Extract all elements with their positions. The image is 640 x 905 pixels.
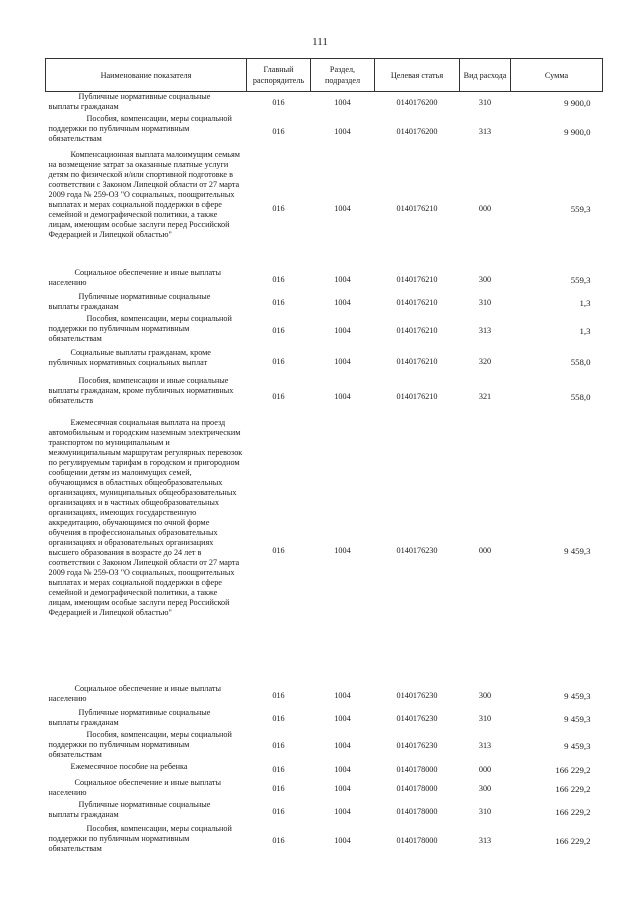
table-row [46, 376, 603, 418]
row-manager: 016 [272, 545, 285, 555]
row-section: 1004 [334, 356, 351, 366]
table-row [46, 114, 603, 150]
row-sum: 9 900,0 [564, 97, 591, 108]
header-manager: Главный распорядитель [247, 59, 311, 92]
row-article: 0140176210 [396, 274, 438, 284]
row-sum: 9 900,0 [564, 126, 591, 137]
row-section: 1004 [334, 740, 351, 750]
table-row [46, 418, 603, 684]
row-sum: 559,3 [570, 274, 591, 285]
row-article: 0140176230 [396, 740, 438, 750]
row-sum: 1,3 [579, 297, 591, 308]
row-type: 310 [478, 806, 492, 816]
budget-table [45, 58, 603, 858]
row-name: Социальные выплаты гражданам, кроме публичных нормативных социальных выплат [48, 347, 211, 367]
row-sum: 166 229,2 [555, 783, 591, 794]
row-type: 310 [478, 713, 492, 723]
table-row [46, 762, 603, 778]
row-article: 0140176210 [396, 203, 438, 213]
row-sum: 9 459,3 [564, 545, 591, 556]
header-row [46, 59, 603, 92]
row-name: Пособия, компенсации, меры социальной поддержки по публичным нормативным обязательствам [48, 729, 232, 759]
row-name: Ежемесячное пособие на ребенка [70, 761, 188, 771]
page-number: 111 [312, 36, 328, 48]
table-row [46, 314, 603, 348]
row-section: 1004 [334, 690, 351, 700]
row-type: 300 [478, 274, 492, 284]
table-row [46, 150, 603, 268]
row-section: 1004 [334, 391, 351, 401]
row-manager: 016 [272, 203, 285, 213]
row-section: 1004 [334, 764, 351, 774]
row-section: 1004 [334, 297, 351, 307]
row-sum: 9 459,3 [564, 690, 591, 701]
row-name: Социальное обеспечение и иные выплаты населению [48, 267, 221, 287]
row-manager: 016 [272, 783, 285, 793]
row-article: 0140176230 [396, 545, 438, 555]
header-sum: Сумма [511, 59, 603, 92]
row-type: 313 [478, 126, 492, 136]
row-article: 0140176230 [396, 713, 438, 723]
row-name: Публичные нормативные социальные выплаты гражданам [48, 92, 211, 111]
row-manager: 016 [272, 274, 285, 284]
row-name: Ежемесячная социальная выплата на проезд автомобильным и городским наземным электрическим транспортом по муниципальным и межмуниципальным маршрутам регулярных перевозок по регулируемым тарифам в городском и пригородном сообщении детям из малоимущих семей, обучающимся в областных общеобразовательных организациях, муниципальных общеобразовательных организациях и в частных общеобразовательных организациях, имеющих государственную аккредитацию, обучающимся по очной форме обучения в профессиональных образовательных организациях и образовательных организациях высшего образования в возрасте до 24 лет в соответствии с Законом Липецкой области от 27 марта 2009 года № 259-ОЗ "О социальных, поощрительных выплатах и мерах социальной поддержки в сфере семейной и демографической политики, а также лицам, имеющим особые заслуги перед Российской Федерацией и Липецкой областью" [48, 417, 243, 617]
table-row [46, 292, 603, 314]
row-manager: 016 [272, 806, 285, 816]
row-article: 0140178000 [396, 764, 438, 774]
table-row [46, 824, 603, 858]
row-article: 0140176210 [396, 356, 438, 366]
table-row [46, 684, 603, 708]
row-section: 1004 [334, 806, 351, 816]
row-type: 300 [478, 783, 492, 793]
row-type: 313 [478, 740, 492, 750]
row-article: 0140176210 [396, 297, 438, 307]
table-row [46, 800, 603, 824]
header-section: Раздел, подраздел [311, 59, 375, 92]
row-article: 0140176210 [396, 391, 438, 401]
row-article: 0140176200 [396, 97, 438, 107]
row-sum: 558,0 [570, 391, 591, 402]
header-article: Целевая статья [375, 59, 460, 92]
row-type: 000 [478, 203, 492, 213]
table-row [46, 92, 603, 114]
row-manager: 016 [272, 356, 285, 366]
row-manager: 016 [272, 713, 285, 723]
table-row [46, 348, 603, 376]
row-article: 0140178000 [396, 783, 438, 793]
row-type: 313 [478, 835, 492, 845]
row-sum: 1,3 [579, 325, 591, 336]
row-type: 300 [478, 690, 492, 700]
row-manager: 016 [272, 97, 285, 107]
row-type: 000 [478, 764, 492, 774]
row-article: 0140178000 [396, 835, 438, 845]
row-manager: 016 [272, 835, 285, 845]
row-type: 310 [478, 297, 492, 307]
row-name: Пособия, компенсации, меры социальной поддержки по публичным нормативным обязательствам [48, 823, 232, 853]
row-sum: 166 229,2 [555, 806, 591, 817]
row-type: 321 [478, 391, 492, 401]
row-sum: 559,3 [570, 203, 591, 214]
row-article: 0140176210 [396, 325, 438, 335]
row-name: Публичные нормативные социальные выплаты гражданам [48, 799, 211, 819]
table-row [46, 268, 603, 292]
row-section: 1004 [334, 783, 351, 793]
row-name: Компенсационная выплата малоимущим семьям на возмещение затрат за оказанные платные услуги детям по физической и/или спортивной подготовке в соответствии с Законом Липецкой области от 27 марта 2009 года № 259-ОЗ "О социальных, поощрительных выплатах и мерах социальной поддержки в сфере семейной и демографической политики, а также лицам, имеющим особые заслуги перед Российской Федерацией и Липецкой областью" [48, 149, 240, 239]
header-type: Вид расхода [460, 59, 511, 92]
row-article: 0140176200 [396, 126, 438, 136]
row-sum: 166 229,2 [555, 764, 591, 775]
row-article: 0140176230 [396, 690, 438, 700]
row-section: 1004 [334, 97, 351, 107]
row-name: Пособия, компенсации, меры социальной поддержки по публичным нормативным обязательствам [48, 313, 232, 343]
row-name: Социальное обеспечение и иные выплаты населению [48, 683, 221, 703]
row-manager: 016 [272, 126, 285, 136]
row-section: 1004 [334, 545, 351, 555]
header-name: Наименование показателя [46, 59, 247, 92]
row-type: 310 [478, 97, 492, 107]
row-section: 1004 [334, 126, 351, 136]
row-name: Публичные нормативные социальные выплаты гражданам [48, 707, 211, 727]
row-type: 320 [478, 356, 492, 366]
row-manager: 016 [272, 391, 285, 401]
row-manager: 016 [272, 325, 285, 335]
row-section: 1004 [334, 274, 351, 284]
row-manager: 016 [272, 764, 285, 774]
row-manager: 016 [272, 740, 285, 750]
row-name: Социальное обеспечение и иные выплаты населению [48, 777, 221, 797]
row-manager: 016 [272, 297, 285, 307]
row-type: 313 [478, 325, 492, 335]
row-section: 1004 [334, 835, 351, 845]
table-row [46, 708, 603, 730]
row-type: 000 [478, 545, 492, 555]
table-row [46, 730, 603, 762]
row-section: 1004 [334, 713, 351, 723]
row-section: 1004 [334, 325, 351, 335]
row-name: Пособия, компенсации и иные социальные выплаты гражданам, кроме публичных нормативных обязательств [48, 375, 234, 405]
row-name: Публичные нормативные социальные выплаты гражданам [48, 291, 211, 311]
row-sum: 166 229,2 [555, 835, 591, 846]
row-name: Пособия, компенсации, меры социальной поддержки по публичным нормативным обязательствам [48, 113, 232, 143]
row-sum: 558,0 [570, 356, 591, 367]
row-sum: 9 459,3 [564, 740, 591, 751]
row-article: 0140178000 [396, 806, 438, 816]
table-row [46, 778, 603, 800]
row-sum: 9 459,3 [564, 713, 591, 724]
row-section: 1004 [334, 203, 351, 213]
row-manager: 016 [272, 690, 285, 700]
